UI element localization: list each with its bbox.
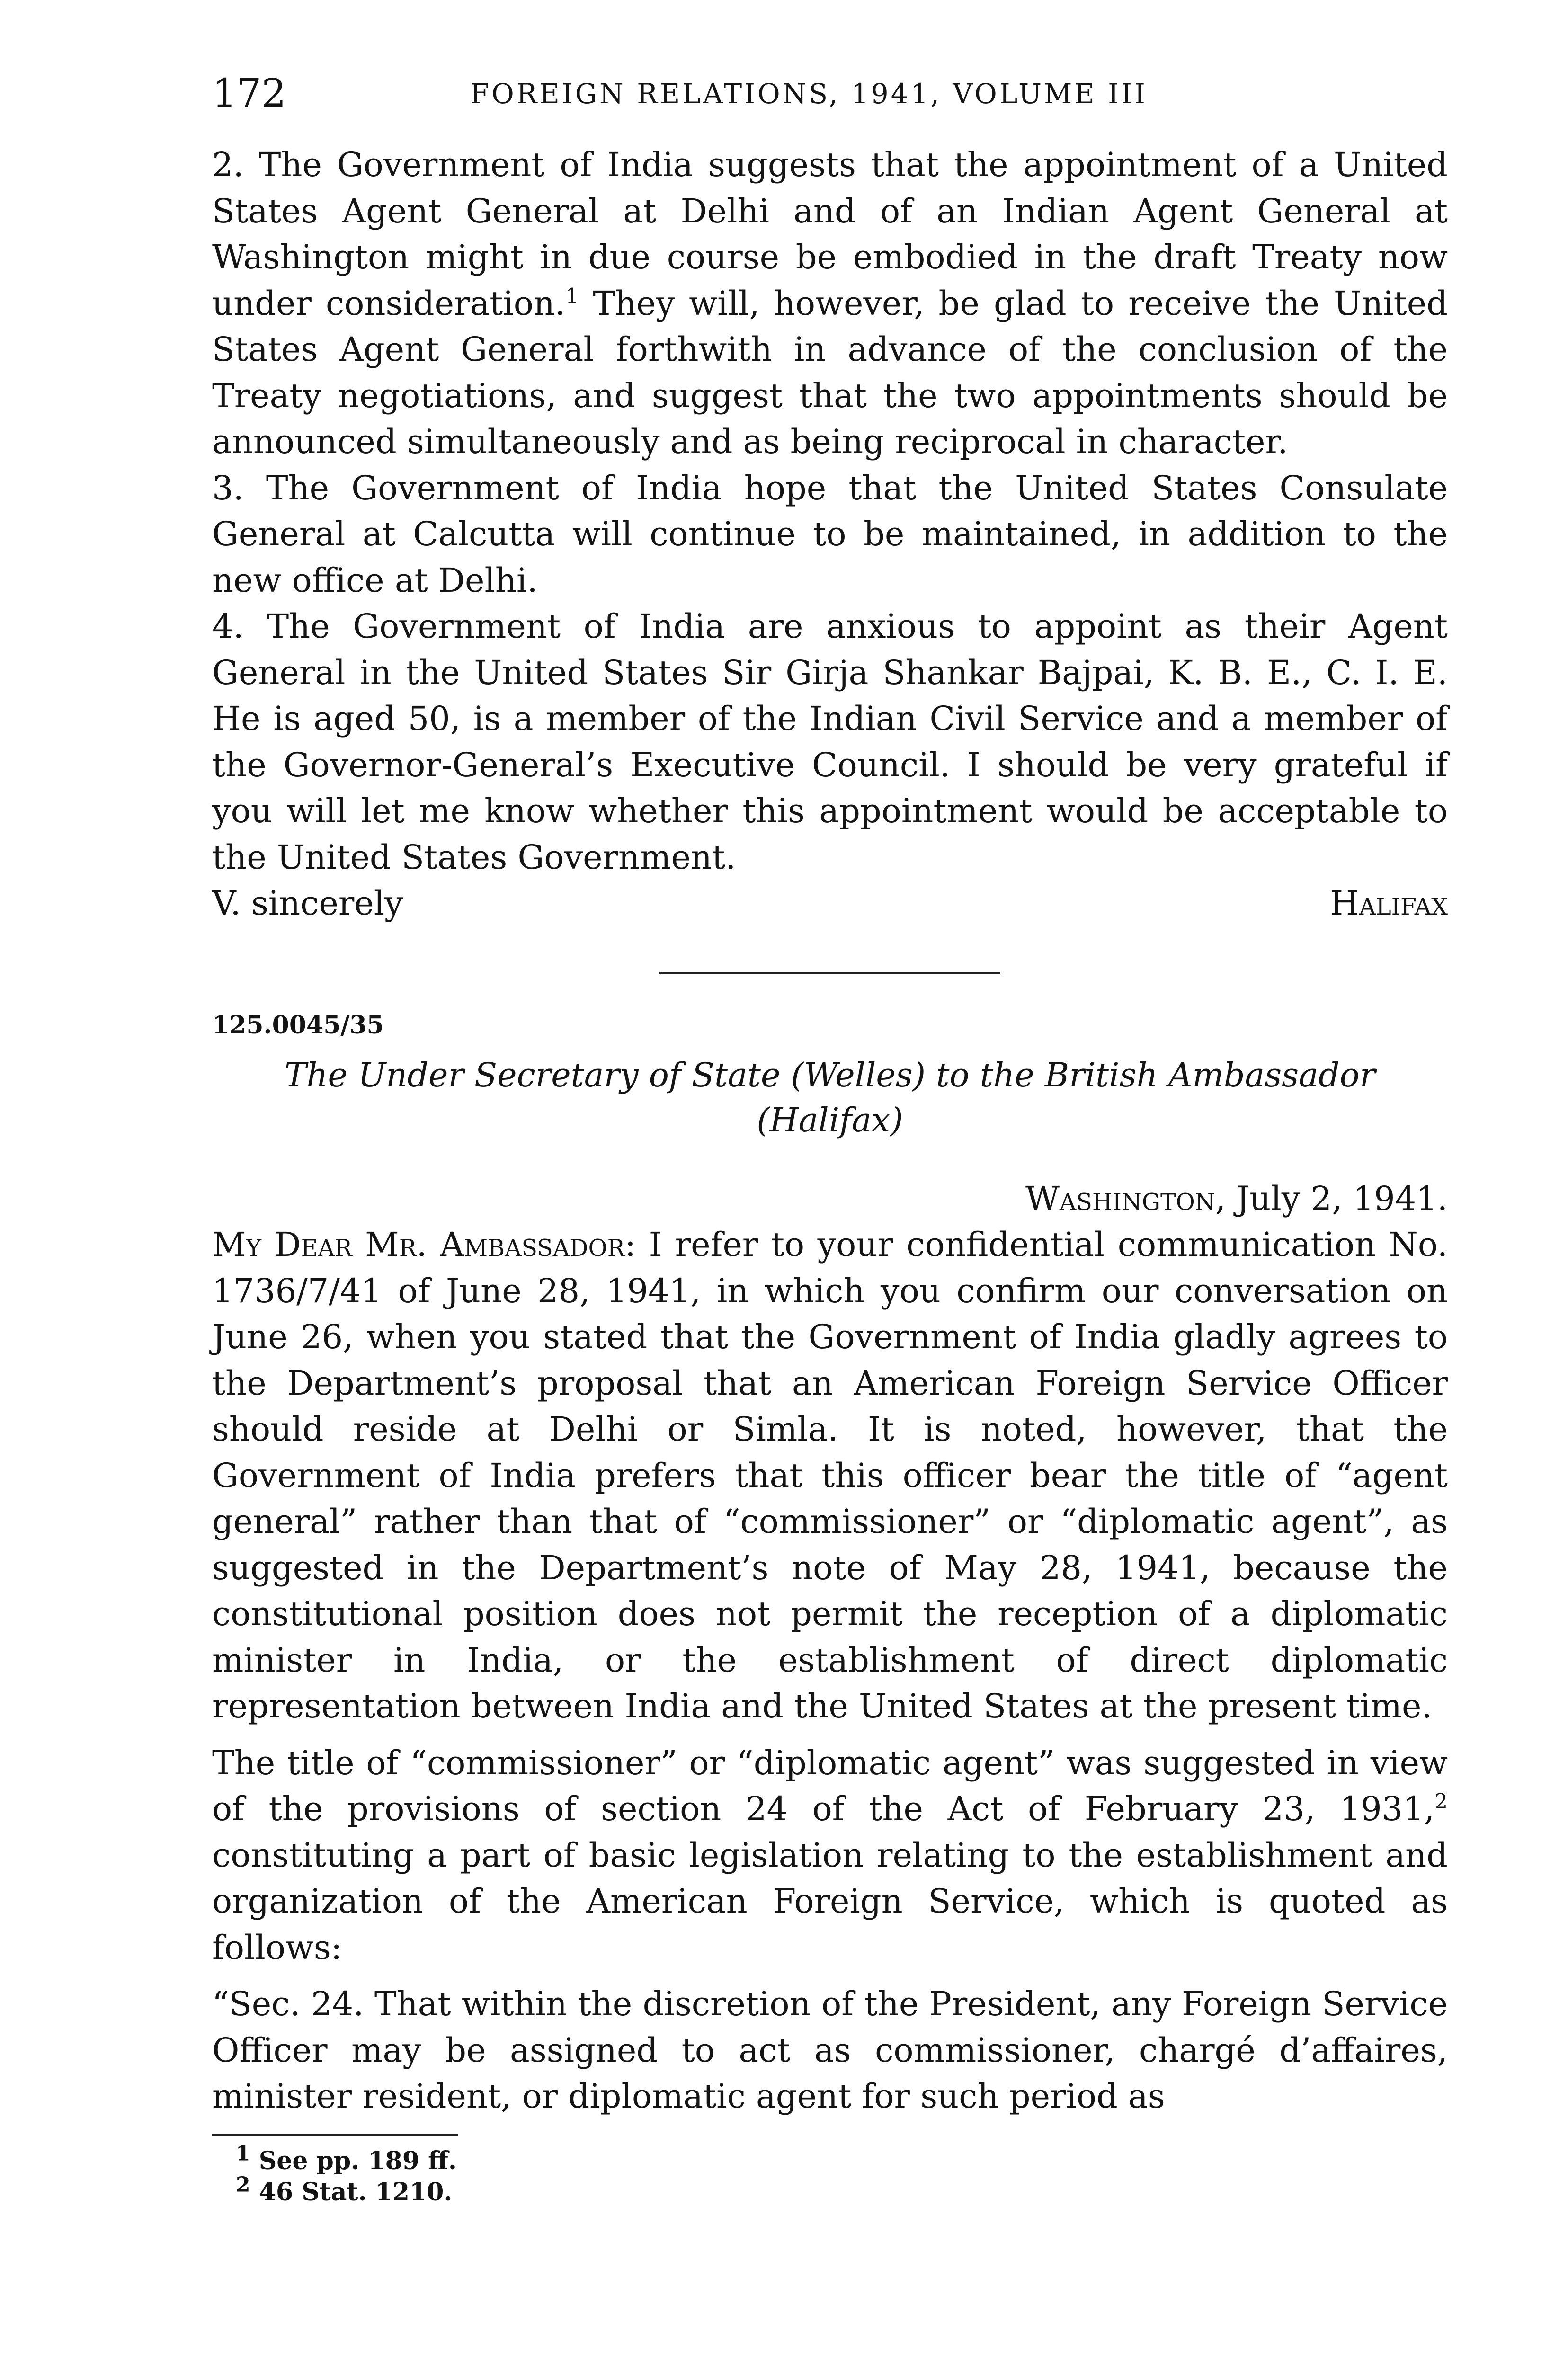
footnote-2-mark: 2 — [236, 2172, 250, 2197]
letter-paragraph-2 — [212, 1740, 1448, 1971]
footnote-1-mark: 1 — [236, 2141, 250, 2166]
dateline-place: Washington, — [1025, 1179, 1226, 1218]
letter-paragraph-2-end: constituting a part of basic legislation relating to the establishment and organization of the American Foreign Service, which is quoted as follows: — [212, 1835, 1448, 1967]
letter-paragraph-1 — [212, 1222, 1448, 1730]
document-title — [212, 1053, 1448, 1143]
paragraph-4: 4. The Government of India are anxious to appoint as their Agent General in the United States Sir Girja Shankar Bajpai, K. B. E., C. I. E. He is aged 50, is a member of the Indian Civil Service and a member of the Governor-General’s Executive Council. I should be very grateful if you will let me know whether this appointment would be acceptable to the United States Government. — [212, 607, 1448, 877]
paragraph-3: 3. The Government of India hope that the United States Consulate General at Calcutta will continue to be maintained, in addition to the new office at Delhi. — [212, 468, 1448, 600]
signature: Halifax — [1330, 884, 1448, 923]
footnote-1-text: See pp. 189 ff. — [258, 2146, 457, 2175]
footnote-1 — [236, 2141, 1448, 2177]
document-title-line-1: The Under Secretary of State (Welles) to the British Ambassador — [284, 1056, 1376, 1095]
footnote-ref-2: 2 — [1434, 1789, 1448, 1814]
dateline-date: July 2, 1941. — [1225, 1179, 1448, 1218]
footnotes — [212, 2141, 1448, 2208]
file-number: 125.0045/35 — [212, 1010, 384, 1040]
footnote-2 — [236, 2172, 1448, 2208]
closing-text: V. sincerely — [212, 884, 403, 923]
page-number: 172 — [212, 71, 286, 116]
document-title-line-2: (Halifax) — [757, 1101, 903, 1139]
letter-paragraph-1-text: I refer to your confidential communication No. 1736/7/41 of June 28, 1941, in which you confirm our conversation on June 26, when you stated that the Government of India gladly agrees to the Department’s proposal that an American Foreign Service Officer should reside at Delhi or Simla. It is noted, however, that the Government of India prefers that this officer bear the title of “agent general” rather than that of “commissioner” or “diplomatic agent”, as suggested in the Department’s note of May 28, 1941, because the constitutional position does not permit the reception of a diplomatic minister in India, or the establishment of direct diplomatic representation between India and the United States at the present time. — [212, 1225, 1448, 1726]
dateline — [212, 1176, 1448, 1222]
letter-paragraph-2-start: The title of “commissioner” or “diplomatic agent” was suggested in view of the provisions of section 24 of the Act of February 23, 1931, — [212, 1743, 1448, 1828]
page — [212, 71, 1448, 2208]
running-title: FOREIGN RELATIONS, 1941, VOLUME III — [470, 78, 1148, 110]
section-divider — [659, 972, 1000, 974]
main-text — [212, 142, 1448, 2120]
footnote-divider — [212, 2134, 458, 2136]
footnote-ref-1: 1 — [565, 284, 579, 309]
quoted-section: “Sec. 24. That within the discretion of the President, any Foreign Service Officer may be assigned to act as commissioner, chargé d’affaires, minister resident, or diplomatic agent for such period as — [212, 1984, 1448, 2116]
paragraph-2 — [212, 142, 1448, 465]
footnote-2-text: 46 Stat. 1210. — [258, 2177, 453, 2207]
paragraph-2-start: 2. The Government of India suggests that the appointment of a United States Agent General at Delhi and of an Indian Agent General at Washington might in due course be embodied in the draft Treaty now under consideration. — [212, 145, 1448, 323]
page-header — [212, 71, 1448, 133]
paragraph-2-end: They will, however, be glad to receive the United States Agent General forthwith in advance of the conclusion of the Treaty negotiations, and suggest that the two appointments should be announced simultaneously and as being reciprocal in character. — [212, 284, 1448, 461]
letter-closing — [212, 881, 1448, 927]
salutation: My Dear Mr. Ambassador: — [212, 1225, 636, 1264]
